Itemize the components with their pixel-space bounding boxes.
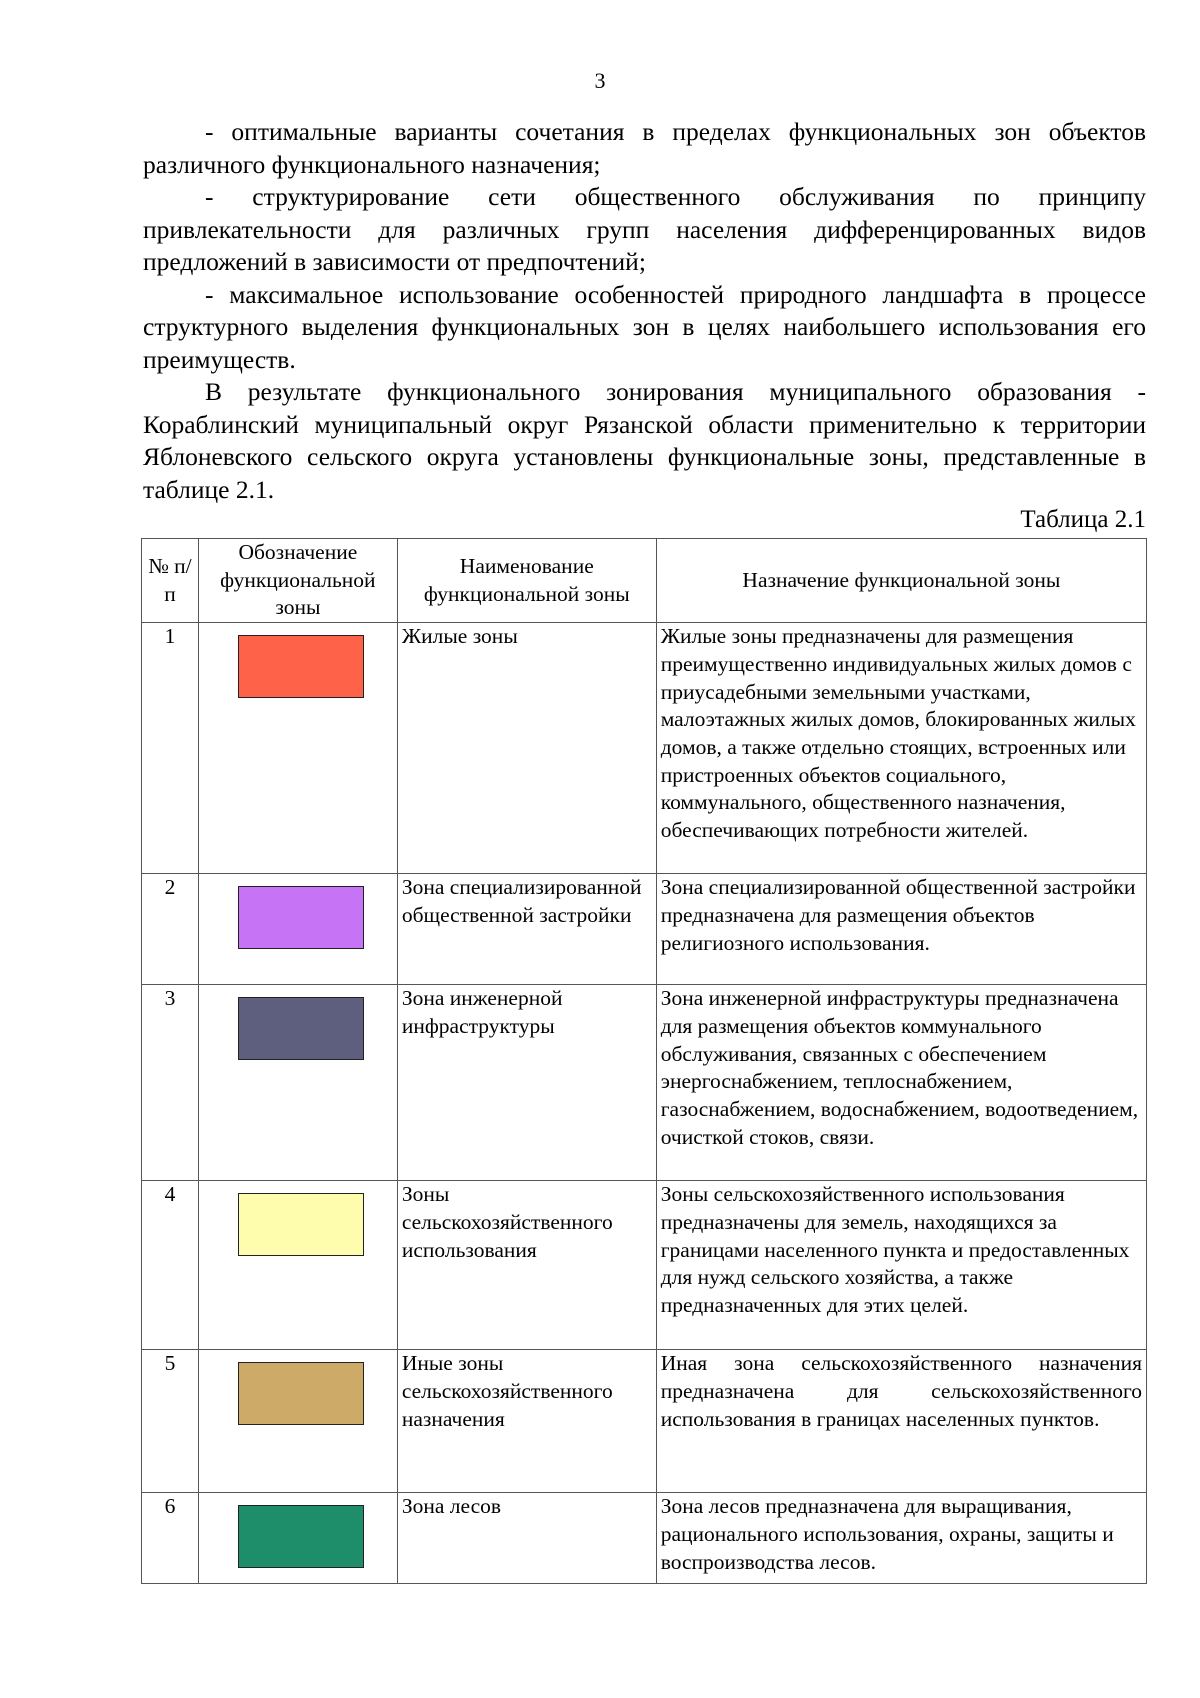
designation-cell [198,874,397,985]
row-number: 6 [142,1493,199,1584]
body-text [143,116,1146,506]
designation-cell [198,1493,397,1584]
header-designation: Обозначение функциональной зоны [198,539,397,623]
zone-name: Зона инженерной инфраструктуры [397,985,656,1181]
zone-purpose: Зона лесов предназначена для выращивания, рационального использования, охраны, защиты и воспроизводства лесов. [656,1493,1146,1584]
zone-purpose: Жилые зоны предназначены для размещения преимущественно индивидуальных жилых домов с приусадебными земельными участками, малоэтажных жилых домов, блокированных жилых домов, а также отдельно стоящих, встроенных или пристроенных объектов социального, коммунального, общественного назначения, обеспечивающих потребности жителей. [656,623,1146,874]
zone-purpose: Зона специализированной общественной застройки предназначена для размещения объектов религиозного использования. [656,874,1146,985]
paragraph: - максимальное использование особенностей природного ландшафта в процессе структурного выделения функциональных зон в целях наибольшего использования его преимуществ. [143,279,1146,374]
zone-name: Зона специализированной общественной застройки [397,874,656,985]
designation-cell [198,623,397,874]
table-header-row [142,539,1147,623]
zone-purpose: Иная зона сельскохозяйственного назначения предназначена для сельскохозяйственного использования в границах населенных пунктов. [656,1350,1146,1493]
table-row [142,1181,1147,1350]
paragraph: - оптимальные варианты сочетания в пределах функциональных зон объектов различного функционального назначения; [143,117,1146,179]
header-num: № п/п [142,539,199,623]
zone-color-swatch [238,1505,364,1568]
paragraph: - структурирование сети общественного обслуживания по принципу привлекательности для различных групп населения дифференцированных видов предложений в зависимости от предпочтений; [143,182,1146,276]
table-row [142,1350,1147,1493]
zone-color-swatch [238,635,364,698]
paragraph: В результате функционального зонирования муниципального образования - Кораблинский муниципальный округ Рязанской области применительно к территории Яблоневского сельского округа установлены функциональные зоны, представленные в таблице 2.1. [143,377,1146,504]
designation-cell [198,1350,397,1493]
table-row [142,874,1147,985]
table-row [142,985,1147,1181]
header-name: Наименование функциональной зоны [397,539,656,623]
zone-name: Иные зоны сельскохозяйственного назначения [397,1350,656,1493]
row-number: 3 [142,985,199,1181]
zone-color-swatch [238,997,364,1060]
zone-purpose: Зоны сельскохозяйственного использования предназначены для земель, находящихся за границами населенного пункта и предоставленных для нужд сельского хозяйства, а также предназначенных для этих целей. [656,1181,1146,1350]
zone-color-swatch [238,1193,364,1256]
functional-zones-table [141,538,1147,1584]
row-number: 4 [142,1181,199,1350]
row-number: 1 [142,623,199,874]
zone-name: Зоны сельскохозяйственного использования [397,1181,656,1350]
zone-color-swatch [238,886,364,949]
table-caption: Таблица 2.1 [1020,506,1146,533]
row-number: 5 [142,1350,199,1493]
designation-cell [198,985,397,1181]
header-purpose: Назначение функциональной зоны [656,539,1146,623]
zone-name: Зона лесов [397,1493,656,1584]
table-row [142,1493,1147,1584]
zone-color-swatch [238,1362,364,1425]
zone-name: Жилые зоны [397,623,656,874]
designation-cell [198,1181,397,1350]
page-number: 3 [594,68,606,93]
table-row [142,623,1147,874]
zone-purpose: Зона инженерной инфраструктуры предназначена для размещения объектов коммунального обслуживания, связанных с обеспечением энергоснабжением, теплоснабжением, газоснабжением, водоснабжением, водоотведением, очисткой стоков, связи. [656,985,1146,1181]
row-number: 2 [142,874,199,985]
